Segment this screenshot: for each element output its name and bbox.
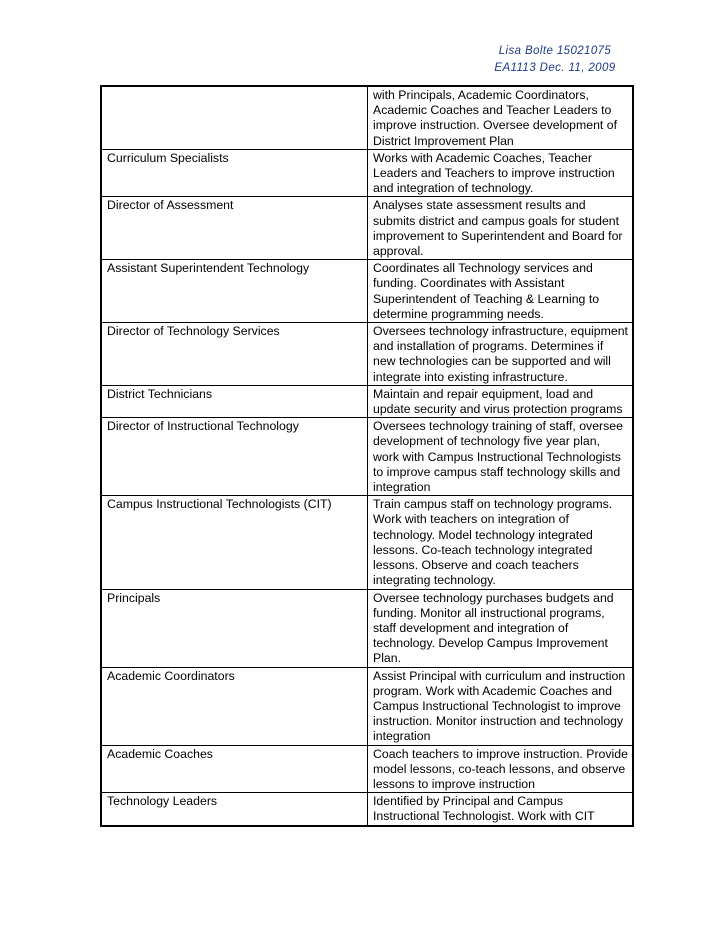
table-row — [101, 745, 633, 793]
course-date-line: EA1113 Dec. 11, 2009 — [494, 62, 616, 74]
table-row — [101, 667, 633, 745]
role-cell: Assistant Superintendent Technology — [101, 260, 368, 323]
roles-responsibilities-table — [100, 85, 634, 827]
description-cell: Coordinates all Technology services and funding. Coordinates with Assistant Superintendent of Teaching & Learning to determine programming needs. — [368, 260, 634, 323]
role-cell — [101, 86, 368, 149]
role-cell: Principals — [101, 589, 368, 667]
table-row — [101, 418, 633, 496]
table-row — [101, 260, 633, 323]
description-cell: Oversee technology purchases budgets and funding. Monitor all instructional programs, staff development and integration of technology. Develop Campus Improvement Plan. — [368, 589, 634, 667]
table-row — [101, 323, 633, 386]
table-row — [101, 385, 633, 417]
role-cell: Technology Leaders — [101, 793, 368, 826]
role-cell: Curriculum Specialists — [101, 149, 368, 197]
description-cell: Assist Principal with curriculum and instruction program. Work with Academic Coaches and Campus Instructional Technologist to improve instruction. Monitor instruction and technology integration — [368, 667, 634, 745]
description-cell: Train campus staff on technology programs. Work with teachers on integration of technology. Model technology integrated lessons. Co-teach technology integrated lessons. Observe and coach teachers integrating technology. — [368, 496, 634, 589]
role-cell: Academic Coordinators — [101, 667, 368, 745]
role-cell: Director of Technology Services — [101, 323, 368, 386]
description-cell: Coach teachers to improve instruction. Provide model lessons, co-teach lessons, and observe lessons to improve instruction — [368, 745, 634, 793]
role-cell: Director of Assessment — [101, 197, 368, 260]
table-row — [101, 793, 633, 826]
author-line: Lisa Bolte 15021075 — [498, 45, 612, 57]
description-cell: Identified by Principal and Campus Instructional Technologist. Work with CIT — [368, 793, 634, 826]
document-header — [470, 43, 640, 77]
description-cell: Works with Academic Coaches, Teacher Leaders and Teachers to improve instruction and integration of technology. — [368, 149, 634, 197]
table-row — [101, 496, 633, 589]
table-row — [101, 149, 633, 197]
table-row — [101, 197, 633, 260]
role-cell: Director of Instructional Technology — [101, 418, 368, 496]
description-cell: Oversees technology infrastructure, equipment and installation of programs. Determines if new technologies can be supported and will integrate into existing infrastructure. — [368, 323, 634, 386]
description-cell: Oversees technology training of staff, oversee development of technology five year plan, work with Campus Instructional Technologists to improve campus staff technology skills and integration — [368, 418, 634, 496]
description-cell: with Principals, Academic Coordinators, Academic Coaches and Teacher Leaders to improve instruction. Oversee development of District Improvement Plan — [368, 86, 634, 149]
role-cell: District Technicians — [101, 385, 368, 417]
description-cell: Analyses state assessment results and submits district and campus goals for student improvement to Superintendent and Board for approval. — [368, 197, 634, 260]
table-row — [101, 589, 633, 667]
role-cell: Campus Instructional Technologists (CIT) — [101, 496, 368, 589]
table-row — [101, 86, 633, 149]
description-cell: Maintain and repair equipment, load and update security and virus protection programs — [368, 385, 634, 417]
role-cell: Academic Coaches — [101, 745, 368, 793]
